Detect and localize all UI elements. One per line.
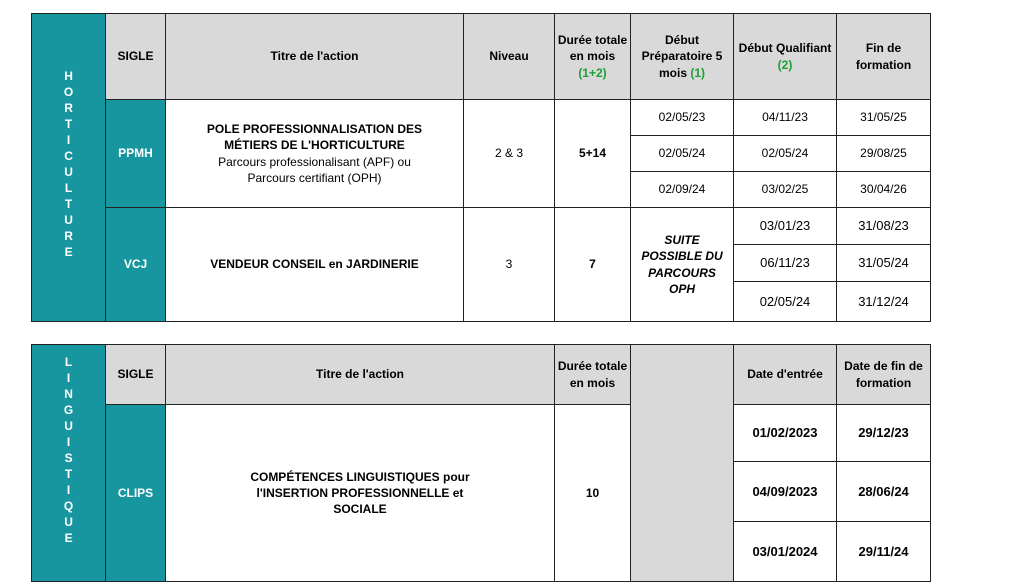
- fin-date: 29/08/25: [837, 136, 931, 172]
- linguistique-table: [31, 344, 931, 582]
- header-duree: Durée totale en mois (1+2): [555, 14, 631, 100]
- qual-date: 02/05/24: [734, 282, 837, 322]
- sigle-ppmh: PPMH: [106, 100, 166, 208]
- prep-date: 02/05/23: [631, 100, 734, 136]
- fin-date: 31/12/24: [837, 282, 931, 322]
- fin-date: 29/12/23: [837, 405, 931, 462]
- header-titre: Titre de l'action: [166, 345, 555, 405]
- header-fin: Fin de formation: [837, 14, 931, 100]
- linguistique-section-label: LINGUISTIQUE: [32, 345, 106, 582]
- duree-vcj: 7: [555, 208, 631, 322]
- niveau-vcj: 3: [464, 208, 555, 322]
- qual-date: 03/02/25: [734, 172, 837, 208]
- header-duree: Durée totale en mois: [555, 345, 631, 405]
- horticulture-table: [31, 13, 931, 322]
- qual-date: 04/11/23: [734, 100, 837, 136]
- entree-date: 03/01/2024: [734, 522, 837, 582]
- title-vcj: VENDEUR CONSEIL en JARDINERIE: [166, 208, 464, 322]
- sigle-clips: CLIPS: [106, 405, 166, 582]
- title-clips: COMPÉTENCES LINGUISTIQUES pour l'INSERTION PROFESSIONNELLE et SOCIALE: [166, 405, 555, 582]
- header-fin: Date de fin de formation: [837, 345, 931, 405]
- horticulture-section-label: HORTICULTURE: [32, 14, 106, 322]
- fin-date: 30/04/26: [837, 172, 931, 208]
- prep-date: 02/05/24: [631, 136, 734, 172]
- header-sigle: SIGLE: [106, 14, 166, 100]
- prep-date: 02/09/24: [631, 172, 734, 208]
- empty-gray-column: [631, 345, 734, 582]
- qual-date: 02/05/24: [734, 136, 837, 172]
- fin-date: 29/11/24: [837, 522, 931, 582]
- duree-ppmh: 5+14: [555, 100, 631, 208]
- fin-date: 31/05/25: [837, 100, 931, 136]
- fin-date: 31/08/23: [837, 208, 931, 245]
- header-entree: Date d'entrée: [734, 345, 837, 405]
- prep-note-vcj: SUITE POSSIBLE DU PARCOURS OPH: [631, 208, 734, 322]
- sigle-vcj: VCJ: [106, 208, 166, 322]
- entree-date: 04/09/2023: [734, 462, 837, 522]
- fin-date: 31/05/24: [837, 245, 931, 282]
- entree-date: 01/02/2023: [734, 405, 837, 462]
- header-titre: Titre de l'action: [166, 14, 464, 100]
- fin-date: 28/06/24: [837, 462, 931, 522]
- header-debut-prep: Début Préparatoire 5 mois (1): [631, 14, 734, 100]
- header-debut-qual: Début Qualifiant (2): [734, 14, 837, 100]
- duree-clips: 10: [555, 405, 631, 582]
- title-ppmh: POLE PROFESSIONNALISATION DES MÉTIERS DE L'HORTICULTURE Parcours professionalisant (APF) ou Parcours certifiant (OPH): [166, 100, 464, 208]
- niveau-ppmh: 2 & 3: [464, 100, 555, 208]
- header-niveau: Niveau: [464, 14, 555, 100]
- header-sigle: SIGLE: [106, 345, 166, 405]
- qual-date: 06/11/23: [734, 245, 837, 282]
- qual-date: 03/01/23: [734, 208, 837, 245]
